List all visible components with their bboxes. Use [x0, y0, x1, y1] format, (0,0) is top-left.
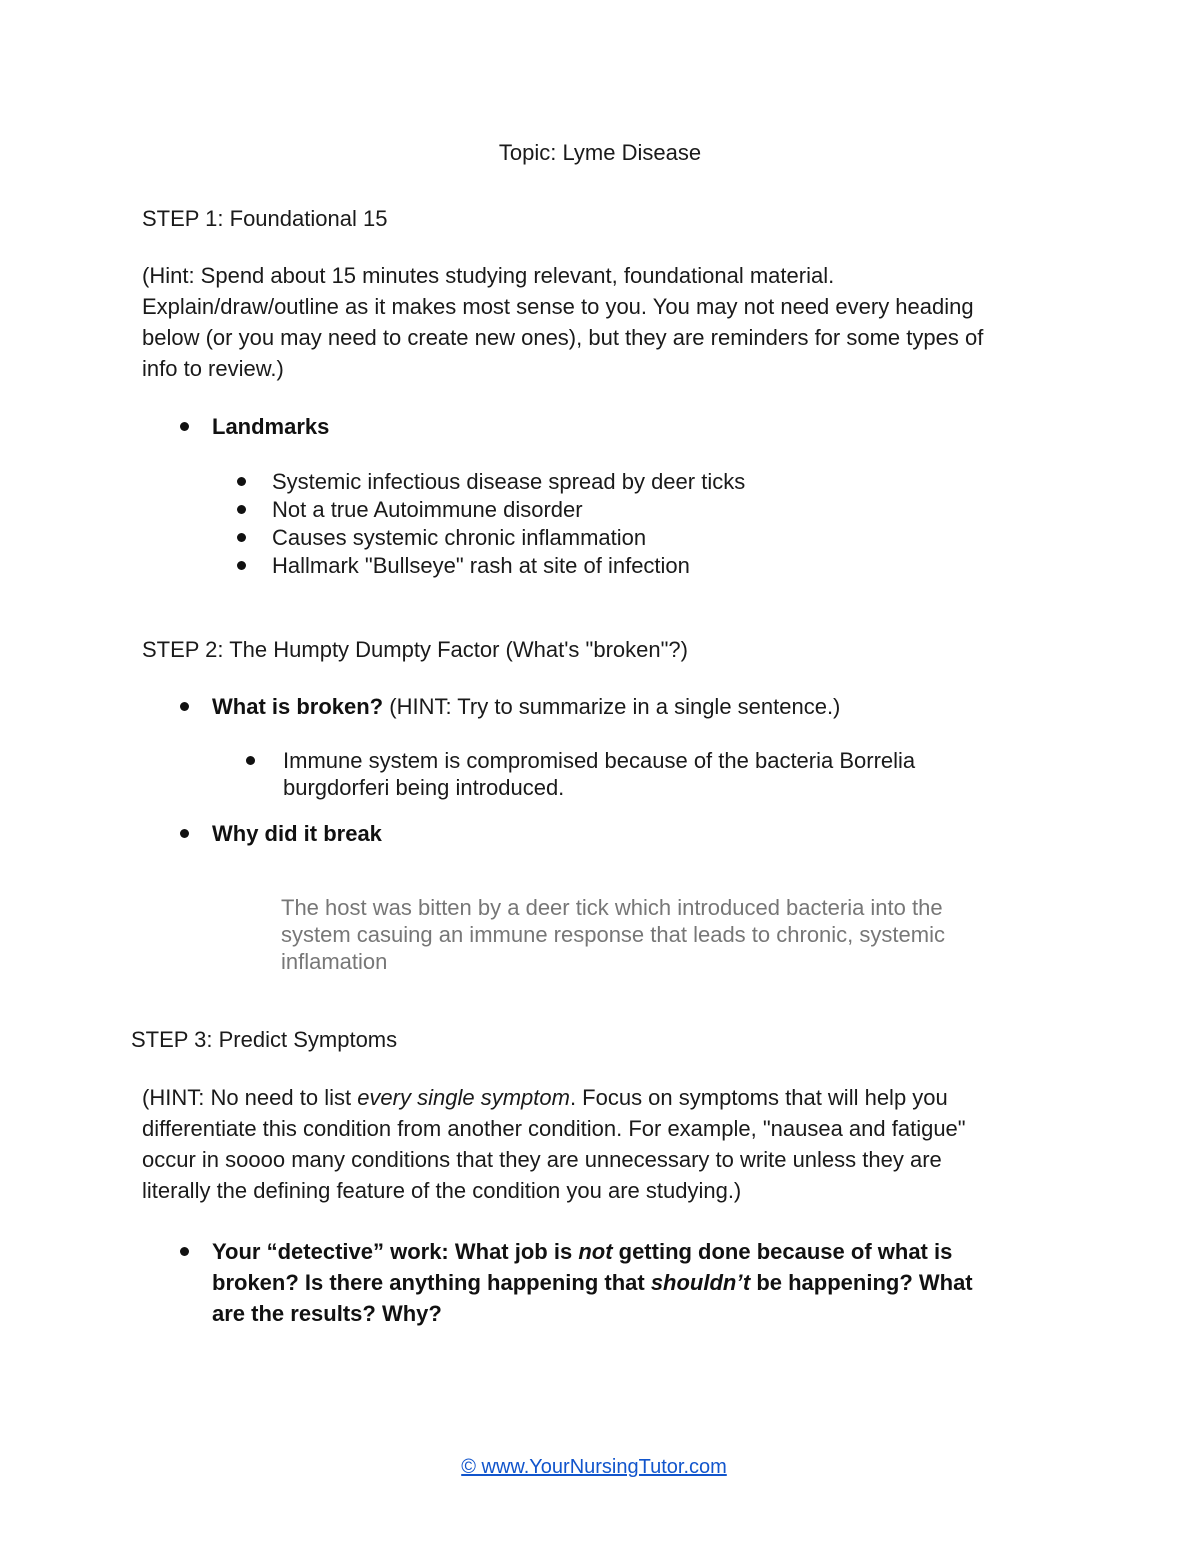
detective-emphasis: not: [578, 1239, 613, 1264]
step3-hint-line: occur in soooo many conditions that they are unnecessary to write unless they are: [142, 1147, 942, 1172]
broken-question: [212, 694, 840, 720]
hint-text: . Focus on symptoms that will help you: [569, 1085, 948, 1110]
list-item: [246, 747, 915, 801]
bullet-icon: [237, 477, 246, 486]
bullet-icon: [180, 829, 189, 838]
broken-answer: [283, 747, 915, 801]
step1-hint: [142, 260, 1062, 384]
step3-hint: [142, 1082, 1062, 1206]
detective-part: getting done because of what is: [612, 1239, 953, 1264]
step1-hint-line: info to review.): [142, 356, 284, 381]
landmarks-label: Landmarks: [212, 414, 330, 439]
step3-hint-line: literally the defining feature of the condition you are studying.): [142, 1178, 742, 1203]
list-item-text: Not a true Autoimmune disorder: [272, 497, 583, 522]
bullet-icon: [237, 533, 246, 542]
detective-part: broken? Is there anything happening that: [212, 1270, 651, 1295]
broken-answer-line: Immune system is compromised because of the bacteria Borrelia: [283, 748, 916, 773]
list-item: [237, 469, 745, 495]
why-answer-line: inflamation: [281, 949, 388, 974]
bullet-icon: [237, 561, 246, 570]
list-item-text: Systemic infectious disease spread by deer ticks: [272, 469, 746, 494]
detective-part: be happening? What: [750, 1270, 973, 1295]
why-bullet: [180, 821, 382, 847]
page-title: Topic: Lyme Disease: [498, 140, 702, 165]
bullet-icon: [180, 1247, 189, 1256]
list-item: [237, 497, 583, 523]
detective-bullet: [180, 1236, 973, 1329]
step3-hint-line: [142, 1082, 1062, 1113]
list-item-text: Causes systemic chronic inflammation: [272, 525, 647, 550]
step1-heading: STEP 1: Foundational 15: [142, 206, 388, 231]
list-item: [237, 553, 690, 579]
bullet-icon: [246, 756, 255, 765]
landmarks-bullet: [180, 414, 329, 440]
hint-emphasis: every single symptom: [357, 1085, 570, 1110]
broken-label: What is broken?: [212, 694, 384, 719]
step3-hint-line: differentiate this condition from another condition. For example, "nausea and fatigue": [142, 1116, 966, 1141]
list-item: [237, 525, 646, 551]
step1-hint-line: below (or you may need to create new ones), but they are reminders for some types of: [142, 325, 984, 350]
broken-hint: (HINT: Try to summarize in a single sentence.): [383, 694, 841, 719]
step1-hint-line: Explain/draw/outline as it makes most sense to you. You may not need every heading: [142, 294, 974, 319]
detective-emphasis: shouldn’t: [650, 1270, 751, 1295]
detective-text: [212, 1236, 973, 1329]
step3-heading: STEP 3: Predict Symptoms: [131, 1027, 398, 1052]
bullet-icon: [180, 702, 189, 711]
step1-hint-line: (Hint: Spend about 15 minutes studying relevant, foundational material.: [142, 263, 835, 288]
why-answer-line: The host was bitten by a deer tick which introduced bacteria into the: [281, 895, 943, 920]
step2-heading: STEP 2: The Humpty Dumpty Factor (What's "broken"?): [142, 637, 688, 662]
why-label: Why did it break: [212, 821, 382, 846]
detective-part: are the results? Why?: [212, 1301, 442, 1326]
bullet-icon: [180, 422, 189, 431]
why-answer-line: system casuing an immune response that leads to chronic, systemic: [281, 922, 945, 947]
detective-part: Your “detective” work: What job is: [212, 1239, 579, 1264]
list-item-text: Hallmark "Bullseye" rash at site of infection: [272, 553, 690, 578]
bullet-icon: [237, 505, 246, 514]
broken-answer-line: burgdorferi being introduced.: [283, 775, 565, 800]
why-answer: [281, 894, 945, 975]
footer-link[interactable]: © www.YourNursingTutor.com: [461, 1456, 727, 1478]
hint-text: (HINT: No need to list: [142, 1085, 358, 1110]
broken-bullet: [180, 694, 840, 720]
